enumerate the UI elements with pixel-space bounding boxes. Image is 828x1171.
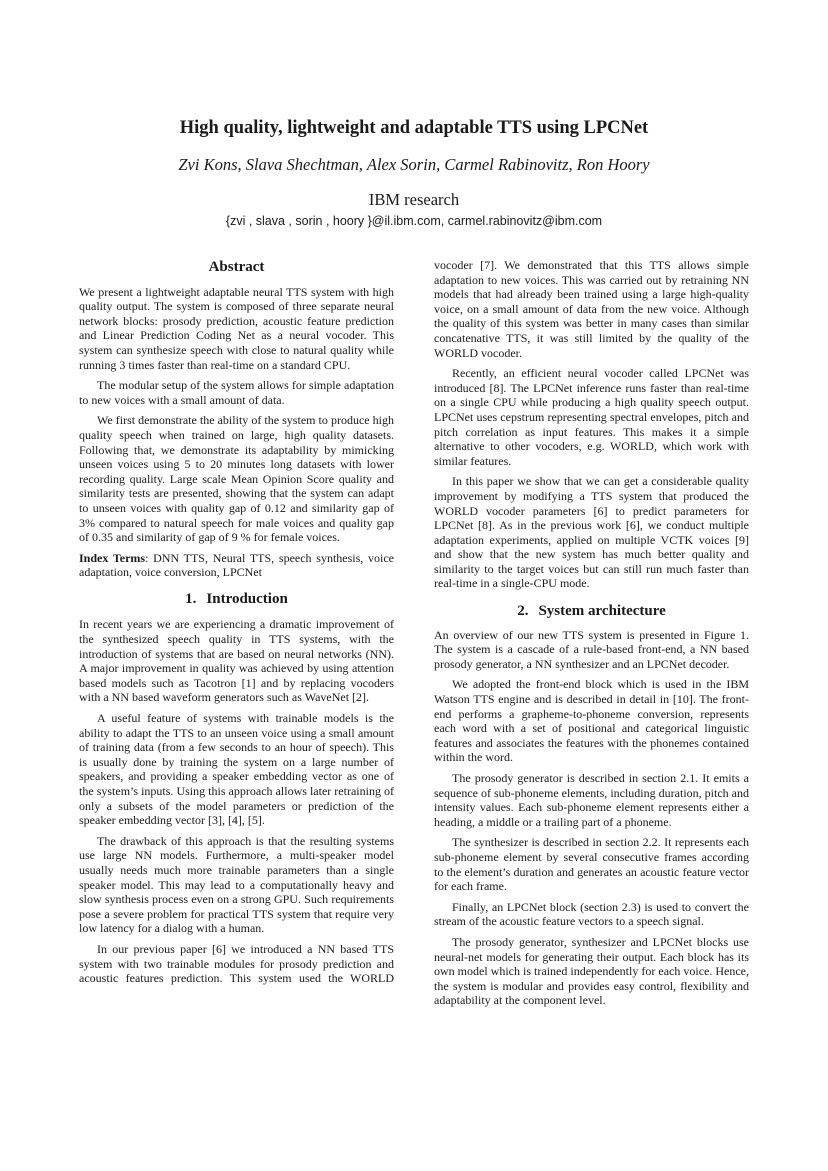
system-architecture-heading [434,604,749,619]
index-terms-text: : DNN TTS, Neural TTS, speech synthesis, voice adaptation, voice conversion, LPCNet [79,550,394,580]
intro-paragraph-continued: vocoder [7]. We demonstrated that this TTS allows simple adaptation to new voices. This was carried out by retraining NN models that had already been trained using a large high-quality voice, on a small amount of data from the new voice. Although the quality of this system was better in many cases than similar concatenative TTS, it was still limited by the quality of the WORLD vocoder. [434,258,749,360]
left-column [79,256,394,992]
abstract-paragraph: We first demonstrate the ability of the system to produce high quality speech when trained on large, high quality datasets. Following that, we demonstrate its adaptability by mimicking unseen voices using 5 to 20 minutes long datasets with lower recording quality. Large scale Mean Opinion Score quality and similarity tests are presented, showing that the system can adapt to unseen voices with quality gap of 0.12 and similarity gap of 3% compared to natural speech for male voices and quality gap of 0.35 and similarity of gap of 9 % for female voices. [79,413,394,545]
system-paragraph: The synthesizer is described in section 2.2. It represents each sub-phoneme element by several consecutive frames according to the element’s duration and generates an acoustic feature vector for each frame. [434,835,749,894]
intro-heading [79,592,394,607]
intro-paragraph: Recently, an efficient neural vocoder called LPCNet was introduced [8]. The LPCNet inference runs faster than real-time on a single CPU while producing a high quality speech output. LPCNet uses cepstrum representing spectral envelopes, pitch and pitch correlation as input features. This makes it a simple alternative to other vocoders, e.g. WORLD, which work with similar features. [434,366,749,468]
author-list: Zvi Kons, Slava Shechtman, Alex Sorin, Carmel Rabinovitz, Ron Hoory [178,155,650,174]
intro-paragraph: In this paper we show that we can get a considerable quality improvement by modifying a TTS system that produced the WORLD vocoder parameters [6] to predict parameters for LPCNet [8]. As in the previous work [6], we conduct multiple adaptation experiments, applied on multiple VCTK voices [9] and show that the new system has much better quality and similarity to the target voices but can still run much faster than real-time in a single-CPU mode. [434,474,749,591]
section-title: System architecture [538,603,666,620]
index-terms-label: Index Terms [79,550,146,565]
abstract-paragraph: We present a lightweight adaptable neural TTS system with high quality output. The system is composed of three separate neural network blocks: prosody prediction, acoustic feature prediction and Linear Prediction Coding Net as a neural vocoder. This system can synthesize speech with close to natural quality while running 3 times faster than real-time on a standard CPU. [79,284,394,372]
intro-paragraph: A useful feature of systems with trainable models is the ability to adapt the TTS to an unseen voice using a small amount of training data (from a few seconds to an hour of speech). This is usually done by training the system on a large number of speakers, and providing a speaker embedding vector as one of the system’s inputs. Using this approach allows later retraining of only a subsets of the model parameters or prediction of the speaker embedding vector [3], [4], [5]. [79,711,394,828]
intro-paragraph: In recent years we are experiencing a dramatic improvement of the synthesized speech quality in TTS systems, with the introduction of systems that are based on neural networks (NN). A major improvement in quality was achieved by using attention based models such as Tacotron [1] and by replacing vocoders with a NN based waveform generators such as WaveNet [2]. [79,617,394,705]
system-paragraph: Finally, an LPCNet block (section 2.3) is used to convert the stream of the acoustic feature vectors to a speech signal. [434,899,749,929]
intro-paragraph: In our previous paper [6] we introduced a NN based TTS system with two trainable modules for prosody prediction and acoustic features prediction. This system used the WORLD [79,941,394,986]
section-number: 2. [517,603,529,620]
index-terms [79,551,394,580]
author-emails: {zvi , slava , sorin , hoory }@il.ibm.com, carmel.rabinovitz@ibm.com [225,214,603,228]
right-column [434,258,749,1014]
system-paragraph: The prosody generator, synthesizer and LPCNet blocks use neural-net models for generating their output. Each block has its own model which is trained independently for each voice. Hence, the system is modular and provides easy control, flexibility and adaptability at the component level. [434,934,749,1008]
section-number: 1. [185,590,197,607]
abstract-paragraph: The modular setup of the system allows for simple adaptation to new voices with a small amount of data. [79,378,394,407]
system-paragraph: An overview of our new TTS system is presented in Figure 1. The system is a cascade of a rule-based front-end, a NN based prosody generator, a NN synthesizer and an LPCNet decoder. [434,627,749,671]
system-paragraph: The prosody generator is described in section 2.1. It emits a sequence of sub-phoneme elements, including duration, pitch and intensity values. Each sub-phoneme element represents either a heading, a middle or a trailing part of a phoneme. [434,771,749,829]
section-title: Introduction [206,590,288,607]
paper-title: High quality, lightweight and adaptable TTS using LPCNet [179,118,649,138]
affiliation: IBM research [368,190,460,209]
system-paragraph: We adopted the front-end block which is used in the IBM Watson TTS engine and is described in detail in [10]. The front-end performs a grapheme-to-phoneme conversion, represents each word with a set of positional and categorical linguistic features and associates the features with the phonemes contained within the word. [434,677,749,765]
intro-paragraph: The drawback of this approach is that the resulting systems use large NN models. Furthermore, a multi-speaker model usually needs much more trainable parameters than a single speaker model. This may lead to a computationally heavy and slow synthesis process even on a strong GPU. Such requirements pose a severe problem for practical TTS system that require very low latency for a dialog with a human. [79,833,394,936]
abstract-heading: Abstract [208,259,265,275]
